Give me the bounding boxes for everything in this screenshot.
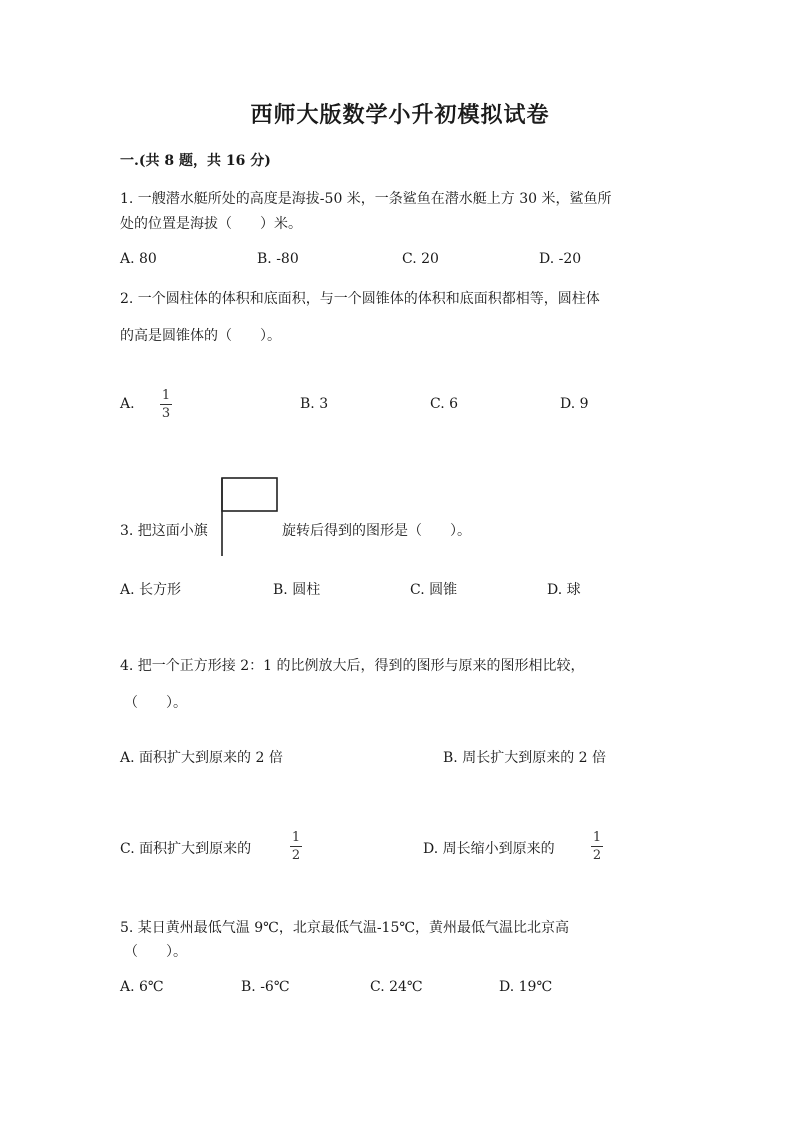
q2-option-d: D. 9 — [560, 396, 589, 412]
q4-option-b: B. 周长扩大到原来的 2 倍 — [443, 750, 606, 766]
q2-option-b: B. 3 — [300, 396, 329, 412]
q3-option-c: C. 圆锥 — [410, 582, 458, 598]
q3-option-a: A. 长方形 — [120, 582, 182, 598]
fraction-bar — [160, 404, 172, 405]
q5-line1: 5. 某日黄州最低气温 9℃，北京最低气温-15℃，黄州最低气温比北京高 — [120, 920, 570, 936]
q1-option-c: C. 20 — [402, 251, 439, 267]
q2-option-a-fraction — [160, 388, 172, 421]
q4-line2: （ ）。 — [124, 695, 187, 711]
fraction-numerator: 1 — [592, 830, 602, 845]
q1-option-a: A. 80 — [120, 251, 157, 267]
q4-option-c-fraction — [290, 830, 302, 863]
q4-option-d: D. 周长缩小到原来的 — [423, 841, 555, 857]
q4-option-c: C. 面积扩大到原来的 — [120, 841, 252, 857]
q1-line1: 1. 一艘潜水艇所处的高度是海拔-50 米，一条鲨鱼在潜水艇上方 30 米，鲨鱼所 — [120, 191, 612, 207]
q4-option-a: A. 面积扩大到原来的 2 倍 — [120, 750, 283, 766]
fraction-denominator: 2 — [592, 848, 602, 863]
q5-option-b: B. -6℃ — [241, 979, 290, 995]
q1-option-b: B. -80 — [257, 251, 299, 267]
fraction-denominator: 3 — [161, 406, 171, 421]
fraction-bar — [290, 846, 302, 847]
q5-option-d: D. 19℃ — [499, 979, 553, 995]
fraction-denominator: 2 — [291, 848, 301, 863]
page-title: 西师大版数学小升初模拟试卷 — [250, 102, 550, 128]
q5-option-a: A. 6℃ — [120, 979, 164, 995]
fraction-bar — [591, 846, 603, 847]
q3-option-b: B. 圆柱 — [273, 582, 321, 598]
q2-option-a: A. — [120, 396, 135, 412]
fraction-numerator: 1 — [291, 830, 301, 845]
section-heading: 一.(共 8 题，共 16 分) — [120, 153, 271, 169]
q4-line1: 4. 把一个正方形接 2：1 的比例放大后，得到的图形与原来的图形相比较， — [120, 658, 585, 674]
q3-text-before: 3. 把这面小旗 — [120, 523, 208, 539]
q1-option-d: D. -20 — [539, 251, 582, 267]
fraction-numerator: 1 — [161, 388, 171, 403]
q5-line2: （ ）。 — [124, 944, 187, 960]
flag-figure — [218, 476, 282, 558]
q4-option-d-fraction — [591, 830, 603, 863]
q2-line1: 2. 一个圆柱体的体积和底面积，与一个圆锥体的体积和底面积都相等，圆柱体 — [120, 291, 600, 307]
q1-line2: 处的位置是海拔（ ）米。 — [120, 216, 302, 232]
q5-option-c: C. 24℃ — [370, 979, 423, 995]
q3-text-after: 旋转后得到的图形是（ ）。 — [282, 523, 471, 539]
q2-option-c: C. 6 — [430, 396, 459, 412]
q3-option-d: D. 球 — [547, 582, 581, 598]
q2-line2: 的高是圆锥体的（ ）。 — [120, 328, 281, 344]
